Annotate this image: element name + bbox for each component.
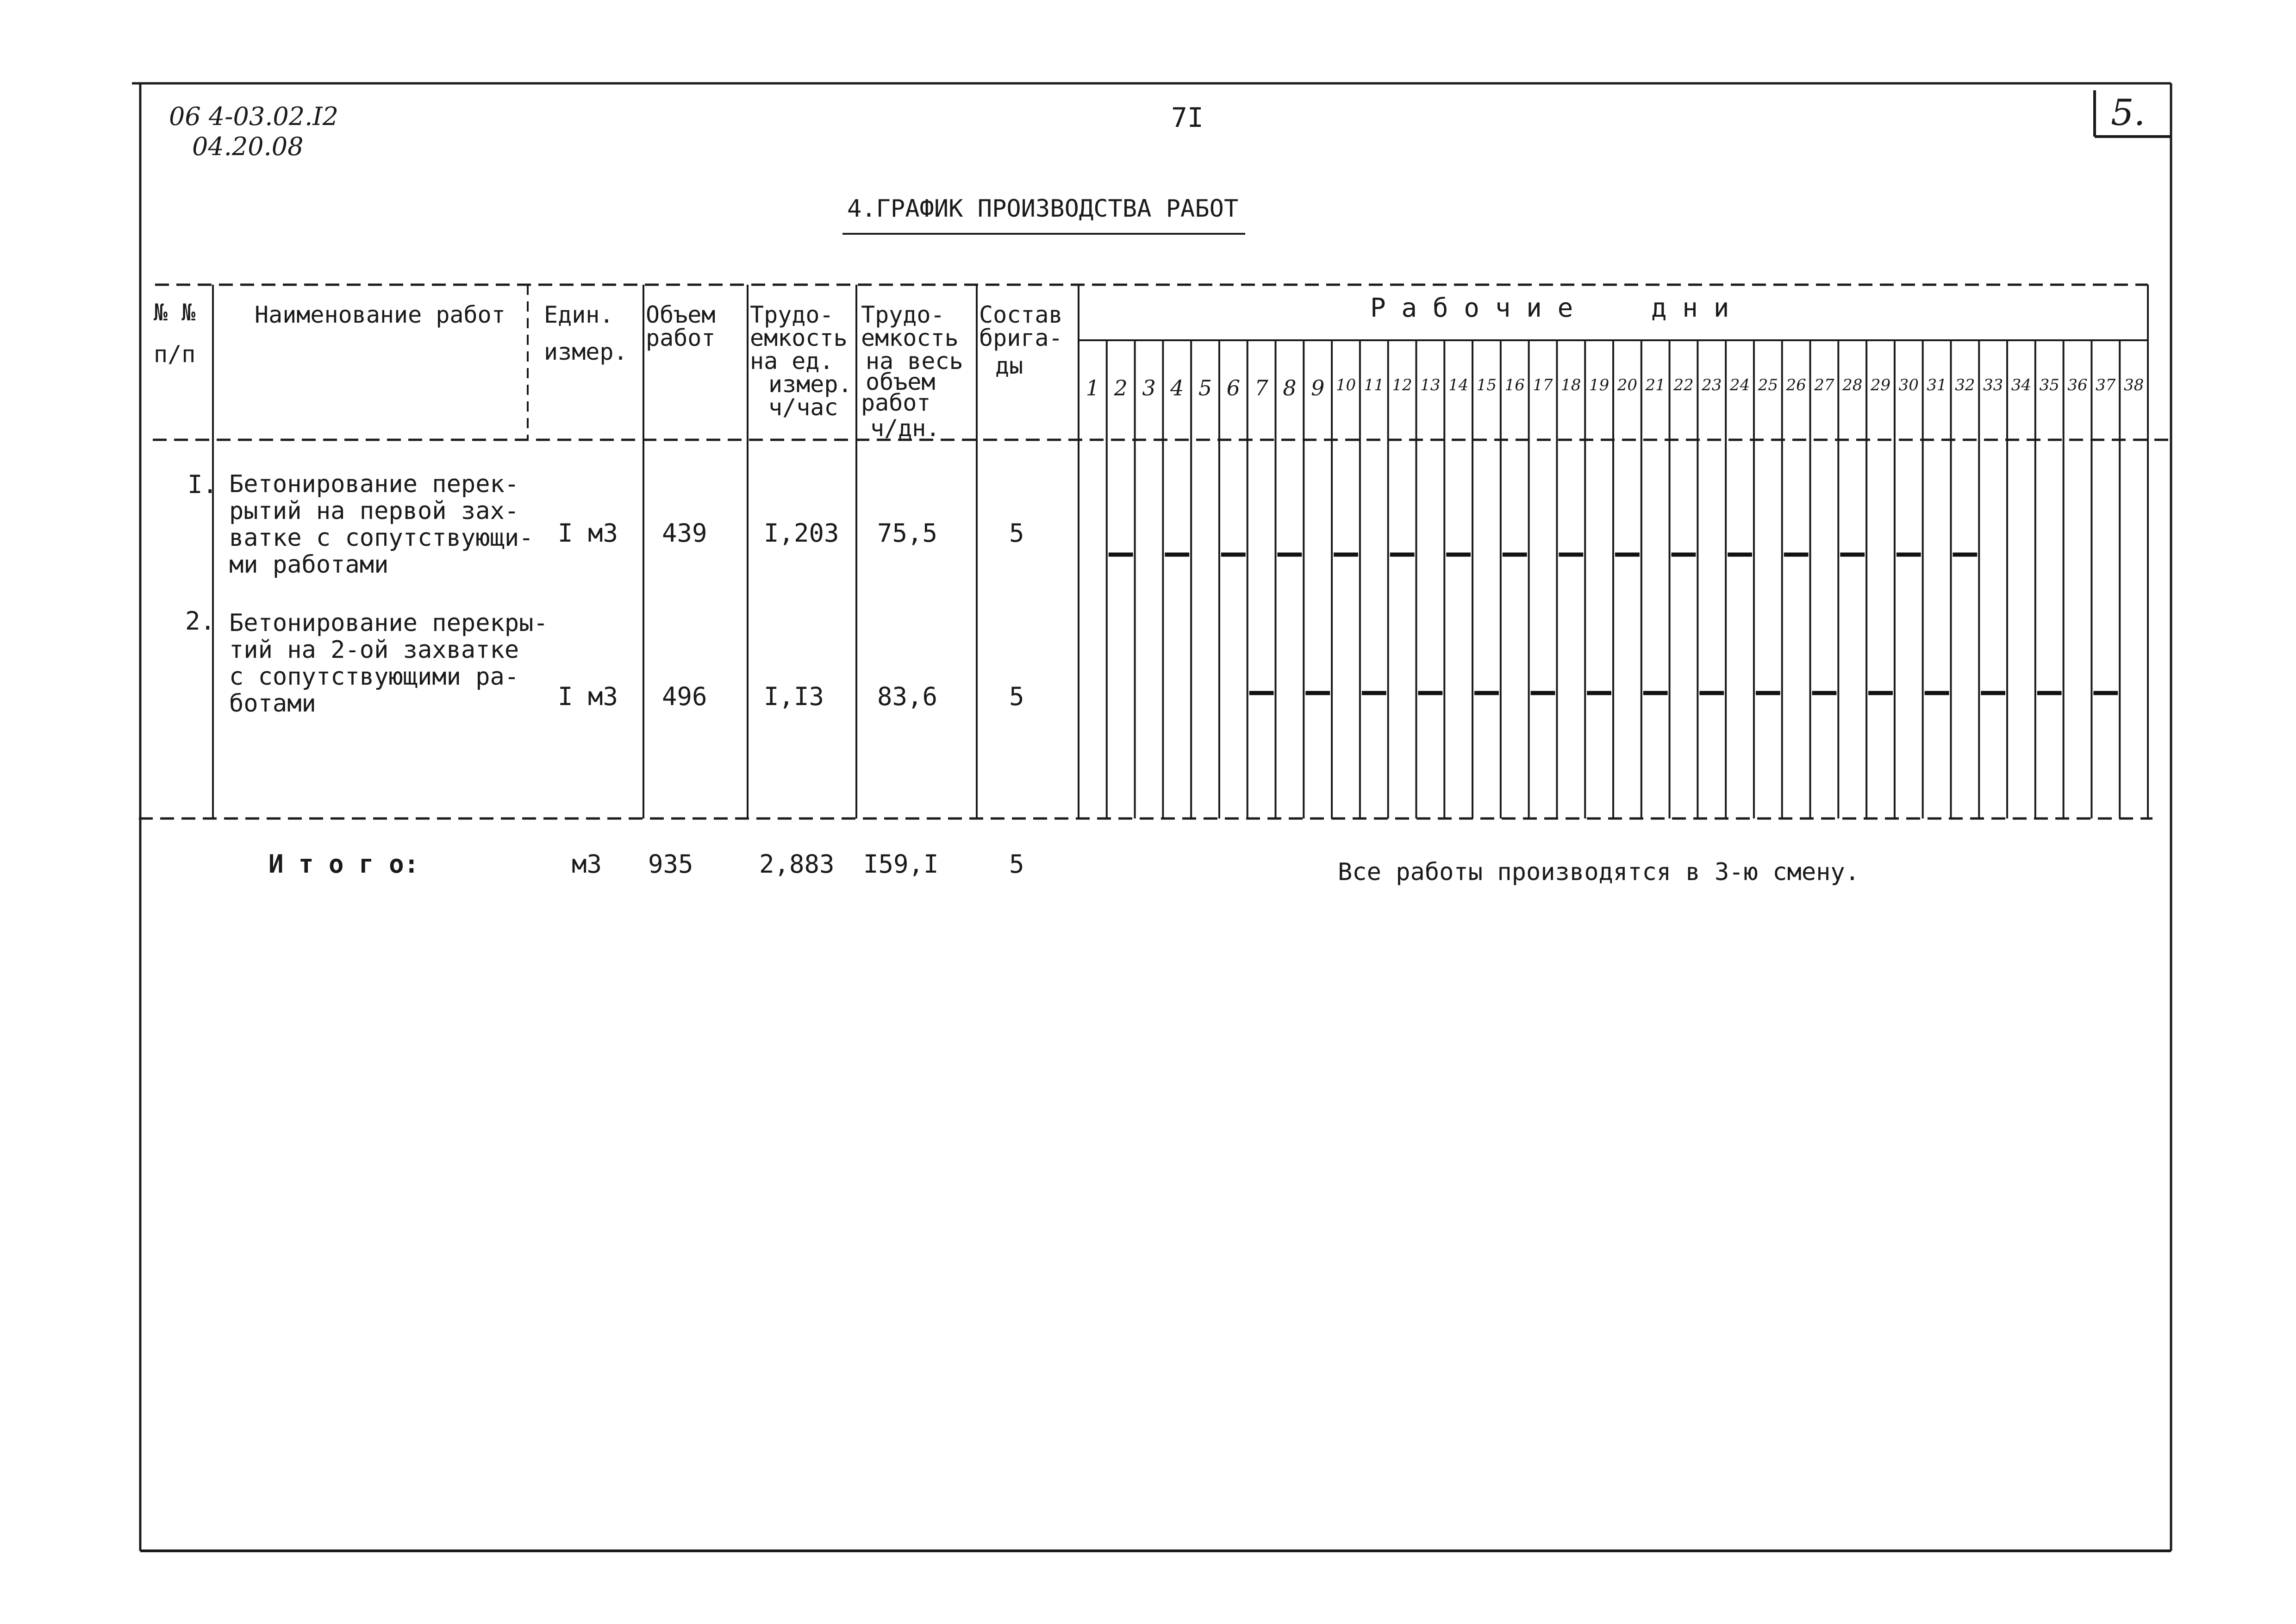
day-number: 24 — [1729, 376, 1750, 394]
col-header-volume-1: Объем — [646, 301, 716, 328]
day-number: 33 — [1983, 376, 2003, 394]
day-number: 32 — [1955, 376, 1975, 394]
day-number: 36 — [2067, 376, 2088, 394]
row-1-name-line1: Бетонирование перек- — [229, 470, 519, 498]
page-title: 4.ГРАФИК ПРОИЗВОДСТВА РАБОТ — [847, 195, 1239, 223]
col-header-crew-1: Состав — [979, 301, 1063, 328]
col-header-volume-2: работ — [646, 325, 716, 351]
day-number: 22 — [1673, 376, 1694, 394]
total-volume: 935 — [648, 849, 693, 879]
day-number: 20 — [1617, 376, 1638, 394]
col-header-num-2: п/п — [154, 341, 196, 368]
day-number: 19 — [1589, 376, 1610, 394]
day-number: 25 — [1758, 376, 1778, 394]
col-header-labor-total-3: на весь — [866, 348, 963, 375]
day-number: 2 — [1114, 375, 1128, 400]
row-1-unit: I м3 — [558, 518, 618, 548]
day-number: 31 — [1927, 376, 1947, 394]
col-header-labor-total-1: Трудо- — [861, 301, 945, 328]
col-header-labor-unit-5: ч/час — [768, 394, 838, 421]
row-1-labor-unit: I,203 — [764, 518, 839, 548]
col-header-crew-3: ды — [995, 352, 1023, 379]
day-number: 15 — [1476, 376, 1497, 394]
total-unit: м3 — [572, 849, 602, 879]
row-1-num: I. — [187, 470, 218, 499]
day-number: 13 — [1420, 376, 1441, 394]
col-header-crew-2: брига- — [979, 325, 1063, 351]
day-number: 4 — [1170, 375, 1184, 400]
col-header-labor-unit-2: емкость — [750, 325, 848, 351]
day-number: 17 — [1533, 376, 1553, 394]
total-labor-total: I59,I — [863, 849, 939, 879]
day-number: 14 — [1448, 376, 1469, 394]
col-header-name: Наименование работ — [255, 301, 505, 328]
row-1-labor-total: 75,5 — [877, 518, 938, 548]
day-number: 3 — [1142, 375, 1156, 400]
col-header-unit-1: Един. — [544, 301, 614, 328]
sheet-number: 5. — [2111, 92, 2146, 134]
day-number: 5 — [1198, 375, 1212, 400]
day-number: 21 — [1645, 376, 1666, 394]
total-labor-unit: 2,883 — [759, 849, 835, 879]
day-number: 27 — [1814, 376, 1834, 394]
day-number: 34 — [2011, 376, 2032, 394]
col-header-num-1: № № — [154, 299, 196, 326]
row-1-name-line3: ватке с сопутствующи- — [229, 524, 534, 552]
row-1-name-line2: рытий на первой зах- — [229, 497, 519, 525]
day-number: 11 — [1364, 376, 1384, 394]
day-number: 35 — [2039, 376, 2059, 394]
day-number: 1 — [1086, 375, 1100, 400]
days-header-title: Р а б о ч и е д н и — [1370, 293, 1729, 323]
row-2-labor-unit: I,I3 — [764, 682, 824, 711]
day-number: 9 — [1311, 375, 1325, 400]
day-number: 23 — [1702, 376, 1722, 394]
row-2-name-line1: Бетонирование перекры- — [229, 609, 548, 637]
row-2-name-line3: с сопутствующими ра- — [229, 663, 519, 691]
day-number: 30 — [1898, 376, 1919, 394]
row-1-name-line4: ми работами — [229, 551, 389, 579]
day-number: 8 — [1283, 375, 1297, 400]
row-2-labor-total: 83,6 — [877, 682, 938, 711]
doc-code-line2: 04.20.08 — [192, 132, 304, 161]
doc-code-line1: 06 4-03.02.I2 — [169, 102, 338, 131]
row-2-unit: I м3 — [558, 682, 618, 711]
total-label: И т о г о: — [268, 849, 419, 879]
day-number: 18 — [1561, 376, 1581, 394]
shift-note: Все работы производятся в 3-ю смену. — [1338, 858, 1860, 886]
page-number: 7I — [1171, 102, 1204, 133]
row-2-crew: 5 — [1009, 682, 1024, 711]
day-number: 12 — [1392, 376, 1412, 394]
col-header-labor-unit-4: измер. — [768, 371, 852, 398]
day-number: 26 — [1786, 376, 1806, 394]
day-number: 28 — [1842, 376, 1863, 394]
day-number: 6 — [1226, 375, 1240, 400]
row-1-crew: 5 — [1009, 518, 1024, 548]
col-header-labor-total-2: емкость — [861, 325, 959, 351]
day-number: 16 — [1504, 376, 1525, 394]
day-number: 37 — [2096, 376, 2116, 394]
row-2-name-line4: ботами — [229, 690, 316, 718]
total-crew: 5 — [1009, 849, 1024, 879]
row-2-name-line2: тий на 2-ой захватке — [229, 636, 519, 664]
col-header-labor-unit-1: Трудо- — [750, 301, 834, 328]
col-header-labor-total-5: работ — [861, 389, 931, 416]
col-header-labor-total-6: ч/дн. — [870, 415, 940, 442]
day-number: 29 — [1870, 376, 1891, 394]
row-2-volume: 496 — [662, 682, 707, 711]
row-2-num: 2. — [185, 606, 216, 636]
row-1-volume: 439 — [662, 518, 707, 548]
day-number: 7 — [1254, 375, 1268, 400]
col-header-labor-unit-3: на ед. — [750, 348, 834, 375]
day-number: 10 — [1335, 376, 1356, 394]
col-header-unit-2: измер. — [544, 338, 628, 365]
day-number: 38 — [2123, 376, 2144, 394]
col-header-labor-total-4: объем — [866, 369, 936, 395]
